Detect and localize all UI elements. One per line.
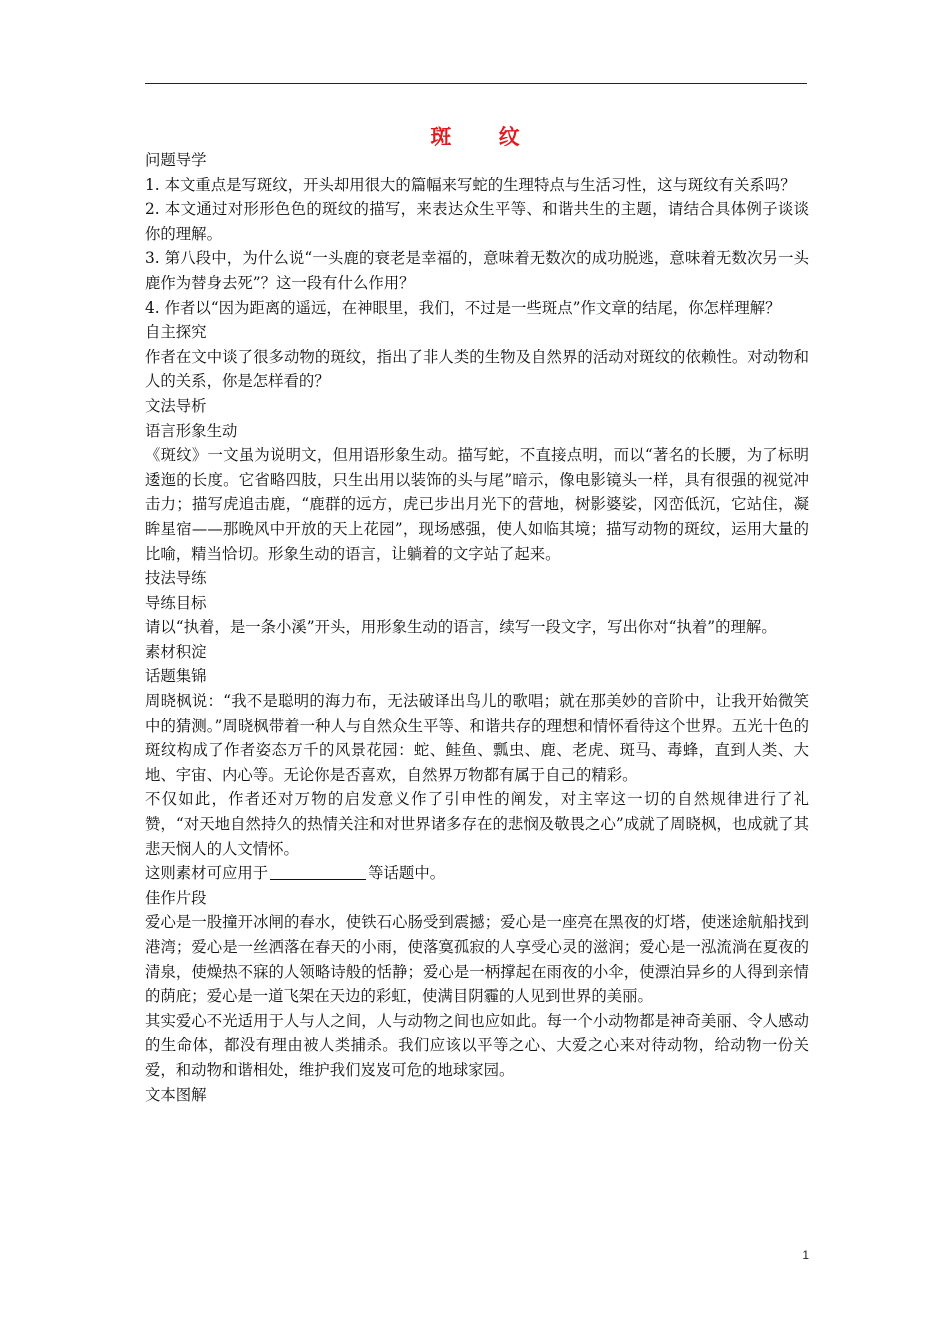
fill-in-blank[interactable] bbox=[270, 864, 366, 880]
page-title: 斑 纹 bbox=[430, 125, 540, 149]
document-body bbox=[145, 148, 809, 1107]
subheading-grammar: 语言形象生动 bbox=[145, 421, 238, 440]
essay-paragraph-2: 其实爱心不光适用于人与人之间，人与动物之间也应如此。每一个小动物都是神奇美丽、令人感动的生命体，都没有理由被人类捕杀。我们应该以平等之心、大爱之心来对待动物，给动物一份关爱，和动物和谐相处，维护我们岌岌可危的地球家园。 bbox=[145, 1011, 809, 1079]
header-rule bbox=[145, 83, 807, 84]
practice-text: 请以“执着，是一条小溪”开头，用形象生动的语言，续写一段文字，写出你对“执着”的理解。 bbox=[145, 618, 777, 637]
application-text-after: 等话题中。 bbox=[368, 864, 446, 883]
section-heading-grammar: 文法导析 bbox=[145, 396, 207, 415]
essay-paragraph-1: 爱心是一股撞开冰闸的春水，使铁石心肠受到震撼；爱心是一座亮在黑夜的灯塔，使迷途航船找到港湾；爱心是一丝洒落在春天的小雨，使落寞孤寂的人享受心灵的滋润；爱心是一泓流淌在夏夜的清泉，使燥热不寐的人领略诗般的恬静；爱心是一柄撑起在雨夜的小伞，使漂泊异乡的人得到亲情的荫庇；爱心是一道飞架在天边的彩虹，使满目阴霾的人见到世界的美丽。 bbox=[145, 913, 809, 1006]
question-2: 2. 本文通过对形形色色的斑纹的描写，来表达众生平等、和谐共生的主题，请结合具体例子谈谈你的理解。 bbox=[145, 200, 809, 243]
explore-text: 作者在文中谈了很多动物的斑纹，指出了非人类的生物及自然界的活动对斑纹的依赖性。对动物和人的关系，你是怎样看的？ bbox=[145, 347, 809, 391]
application-text-before: 这则素材可应用于 bbox=[145, 864, 269, 883]
question-3: 3. 第八段中，为什么说“一头鹿的衰老是幸福的，意味着无数次的成功脱逃，意味着无数次另一头鹿作为替身去死”？这一段有什么作用？ bbox=[145, 249, 809, 292]
material-paragraph-1: 周晓枫说：“我不是聪明的海力布，无法破译出鸟儿的歌唱；就在那美妙的音阶中，让我开始微笑中的猜测。”周晓枫带着一种人与自然众生平等、和谐共存的理想和情怀看待这个世界。五光十色的斑纹构成了作者姿态万千的风景花园：蛇、鲑鱼、瓢虫、鹿、老虎、斑马、毒蜂，直到人类、大地、宇宙、内心等。无论你是否喜欢，自然界万物都有属于自己的精彩。 bbox=[145, 692, 809, 784]
question-4: 4. 作者以“因为距离的遥远，在神眼里，我们，不过是一些斑点”作文章的结尾，你怎样理解？ bbox=[145, 298, 781, 317]
section-heading-material: 素材积淀 bbox=[145, 642, 207, 661]
section-heading-diagram: 文本图解 bbox=[145, 1085, 207, 1104]
section-heading-practice: 技法导练 bbox=[145, 569, 207, 588]
material-paragraph-3 bbox=[145, 861, 809, 886]
material-paragraph-2: 不仅如此，作者还对万物的启发意义作了引申性的阐发，对主宰这一切的自然规律进行了礼赞，“对天地自然持久的热情关注和对世界诸多存在的悲悯及敬畏之心”成就了周晓枫，也成就了其悲天悯人的人文情怀。 bbox=[145, 790, 809, 858]
section-heading-guide: 问题导学 bbox=[145, 151, 207, 169]
section-heading-explore: 自主探究 bbox=[145, 323, 207, 342]
question-1: 1. 本文重点是写斑纹，开头却用很大的篇幅来写蛇的生理特点与生活习性，这与斑纹有关系吗？ bbox=[145, 175, 796, 194]
page-number: 1 bbox=[802, 1248, 809, 1262]
grammar-text: 《斑纹》一文虽为说明文，但用语形象生动。描写蛇，不直接点明，而以“著名的长腰，为了标明逶迤的长度。它省略四肢，只生出用以装饰的头与尾”暗示，像电影镜头一样，具有很强的视觉冲击力；描写虎追击鹿，“鹿群的远方，虎已步出月光下的营地，树影婆娑，冈峦低沉，它站住，凝眸星宿——那晚风中开放的天上花园”，现场感强，使人如临其境；描写动物的斑纹，运用大量的比喻，精当恰切。形象生动的语言，让躺着的文字站了起来。 bbox=[145, 446, 809, 563]
subheading-practice: 导练目标 bbox=[145, 593, 207, 612]
subheading-material: 话题集锦 bbox=[145, 667, 207, 686]
section-heading-essay: 佳作片段 bbox=[145, 888, 207, 907]
